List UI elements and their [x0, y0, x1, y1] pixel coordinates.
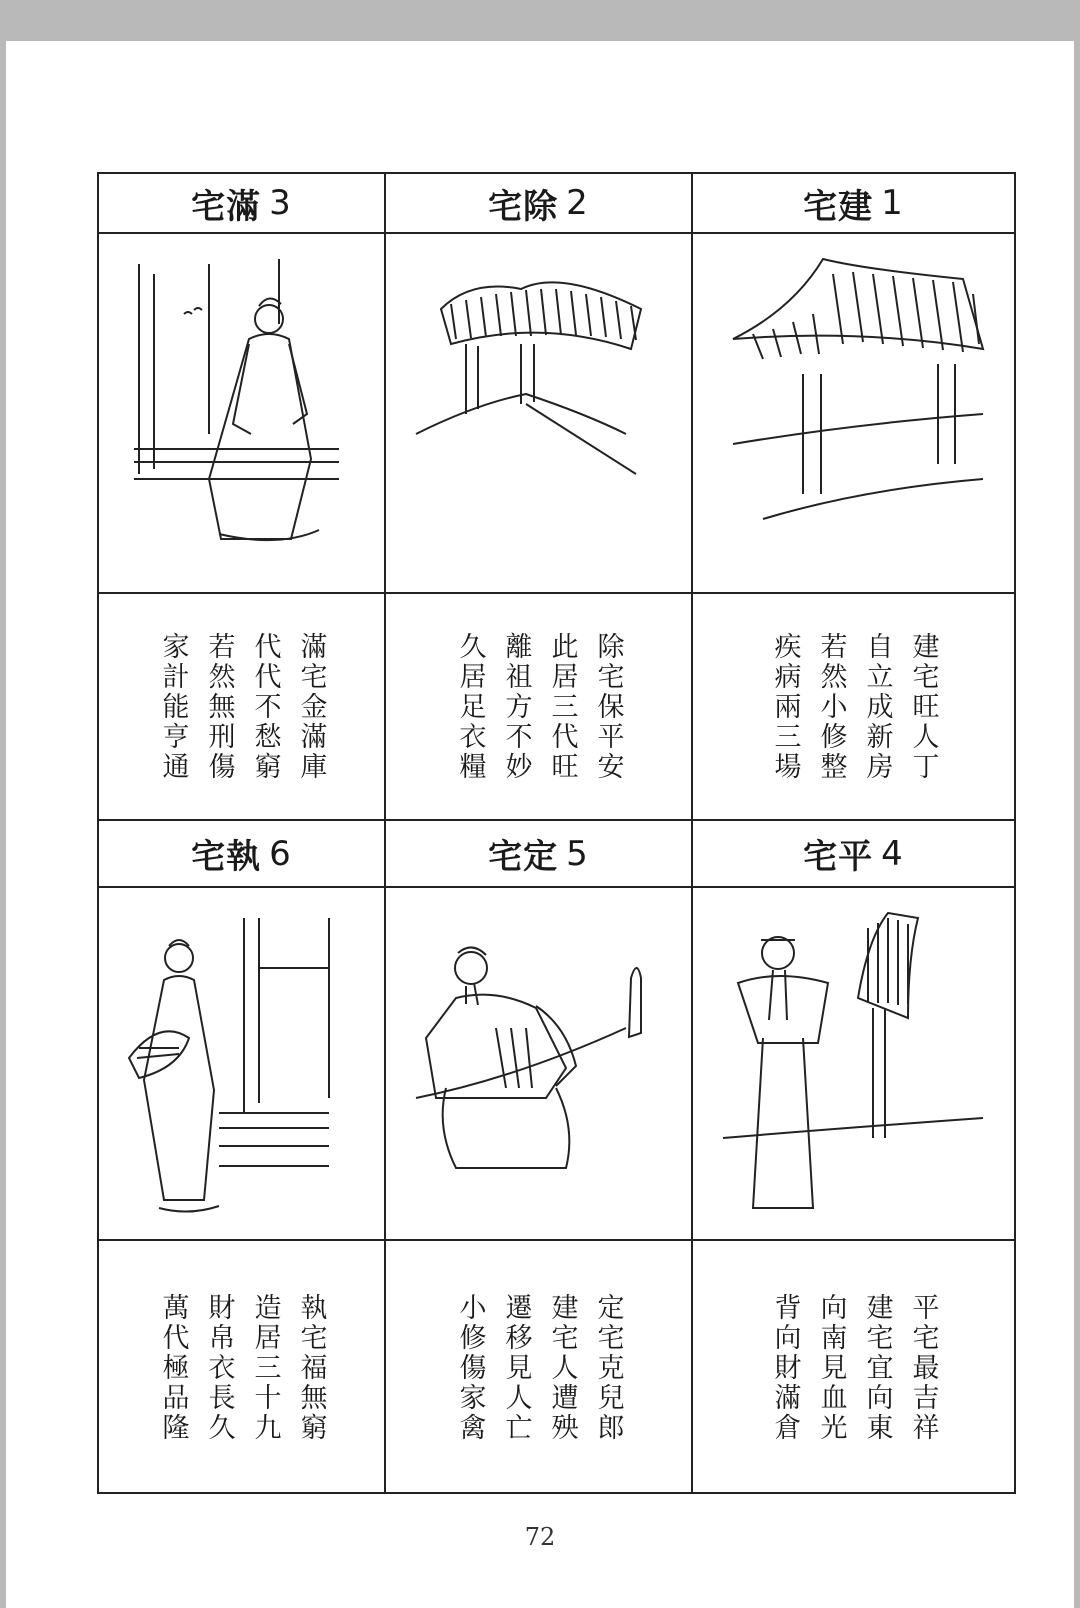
verse-line: 平宅最吉祥 — [907, 1292, 939, 1443]
illustration-man-with-fan — [99, 888, 384, 1239]
panel-label: 宅除 — [488, 186, 559, 227]
verse-line: 滿宅金滿庫 — [295, 631, 327, 782]
panel-number: 3 — [269, 183, 292, 223]
verse-line: 定宅克兒郎 — [592, 1292, 624, 1443]
panel-title-zhai-man — [99, 174, 384, 232]
almanac-grid — [97, 172, 1016, 1494]
verse-zhai-zhi — [99, 1241, 384, 1494]
verse-line: 小修傷家禽 — [454, 1292, 486, 1443]
verse-line: 建宅旺人丁 — [907, 631, 939, 782]
verse-line: 若然無刑傷 — [203, 631, 235, 782]
verse-line: 家計能亨通 — [157, 631, 189, 782]
panel-label: 宅定 — [488, 837, 559, 877]
verse-line: 代代不愁窮 — [249, 631, 281, 782]
book-page — [6, 41, 1074, 1608]
panel-title-zhai-ping — [693, 821, 1014, 886]
verse-line: 離祖方不妙 — [500, 631, 532, 782]
verse-line: 萬代極品隆 — [157, 1292, 189, 1443]
verse-line: 疾病兩三場 — [769, 631, 801, 782]
verse-zhai-chu — [386, 594, 691, 819]
verse-zhai-ding — [386, 1241, 691, 1494]
panel-label: 宅執 — [191, 837, 262, 877]
verse-line: 執宅福無窮 — [295, 1292, 327, 1443]
page-number: 72 — [524, 1523, 556, 1551]
verse-line: 遷移見人亡 — [500, 1292, 532, 1443]
verse-line: 自立成新房 — [861, 631, 893, 782]
panel-number: 2 — [566, 183, 589, 223]
panel-number: 6 — [269, 833, 292, 874]
verse-line: 若然小修整 — [815, 631, 847, 782]
panel-number: 4 — [881, 833, 904, 874]
verse-zhai-man — [99, 594, 384, 819]
verse-line: 久居足衣糧 — [454, 631, 486, 782]
verse-zhai-ping — [693, 1241, 1014, 1494]
verse-line: 建宅人遭殃 — [546, 1292, 578, 1443]
panel-label: 宅平 — [803, 837, 874, 877]
panel-label: 宅滿 — [191, 186, 262, 227]
panel-number: 5 — [566, 833, 589, 874]
panel-title-zhai-ding — [386, 821, 691, 886]
illustration-official-by-tree — [693, 888, 1014, 1239]
illustration-seated-elder — [386, 888, 691, 1239]
verse-line: 建宅宜向東 — [861, 1292, 893, 1443]
panel-number: 1 — [881, 183, 904, 223]
verse-line: 財帛衣長久 — [203, 1292, 235, 1443]
verse-line: 此居三代旺 — [546, 631, 578, 782]
verse-zhai-jian — [693, 594, 1014, 819]
panel-title-zhai-jian — [693, 174, 1014, 232]
verse-line: 除宅保平安 — [592, 631, 624, 782]
verse-line: 背向財滿倉 — [769, 1292, 801, 1443]
panel-title-zhai-zhi — [99, 821, 384, 886]
illustration-pavilion-gate — [693, 234, 1014, 592]
verse-line: 向南見血光 — [815, 1292, 847, 1443]
illustration-roof-gate — [386, 234, 691, 592]
panel-title-zhai-chu — [386, 174, 691, 232]
verse-line: 造居三十九 — [249, 1292, 281, 1443]
illustration-woman-at-door — [99, 234, 384, 592]
panel-label: 宅建 — [803, 186, 874, 227]
